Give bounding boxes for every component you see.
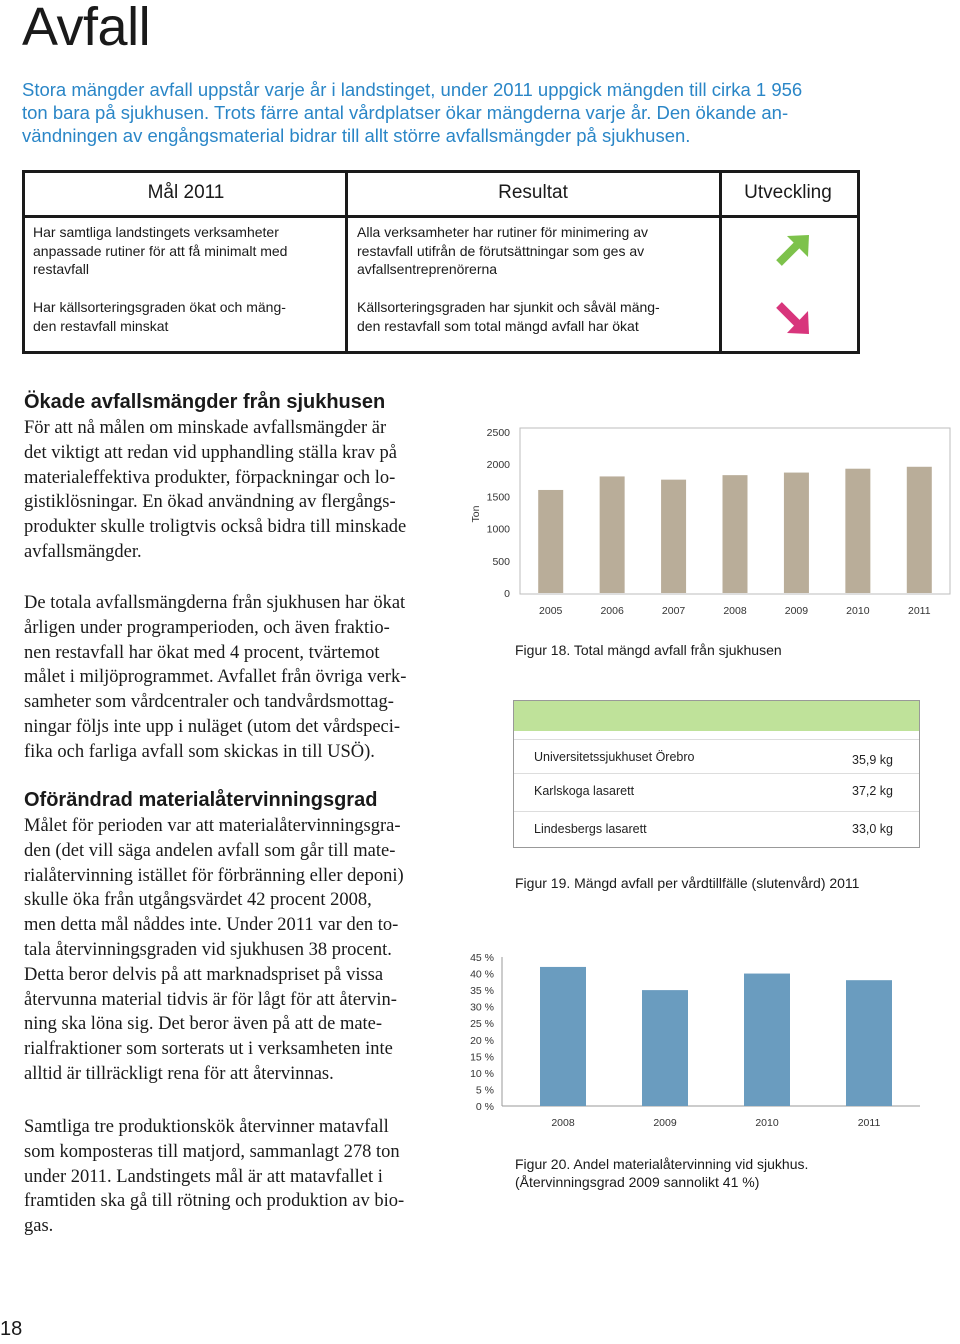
y-tick-label: 1000 [486, 523, 510, 536]
figure-20-caption [515, 1155, 808, 1191]
column-divider [345, 173, 348, 351]
waste-bar-chart [462, 418, 952, 623]
text-line: gas. [24, 1216, 54, 1237]
bar [538, 490, 563, 593]
header-divider [25, 215, 857, 218]
intro-line: Stora mängder avfall uppstår varje år i landstinget, under 2011 uppgick mängden till cirka 1 956 [22, 79, 803, 100]
text-line: den (det vill säga andelen avfall som går till mate- [24, 840, 396, 861]
bar [661, 480, 686, 593]
goal-line: Har samtliga landstingets verksamheter [33, 224, 279, 240]
paragraph [24, 416, 434, 565]
x-tick-label: 2006 [600, 605, 624, 617]
text-line: materialeffektiva produkter, förpackningar och lo- [24, 467, 396, 488]
y-tick-label: 0 % [475, 1101, 494, 1113]
paragraph [24, 814, 434, 1087]
y-tick-label: 10 % [470, 1067, 494, 1080]
y-tick-label: 0 [504, 588, 510, 600]
goal-cell-1 [33, 223, 338, 279]
x-tick-label: 2005 [539, 605, 563, 617]
text-line: målet i miljöprogrammet. Avfallet från övriga verk- [24, 667, 407, 688]
text-line: ning ska löna sig. Det beror även på att de mate- [24, 1014, 383, 1035]
arrow-down-right-icon [773, 301, 813, 337]
result-line: avfallsentreprenörerna [357, 261, 498, 277]
goals-table [22, 170, 860, 354]
waste-per-stay-table [513, 700, 920, 848]
table-row [514, 739, 919, 774]
text-line: framtiden ska gå till rötning och produktion av bio- [24, 1191, 405, 1212]
result-line: Alla verksamheter har rutiner för minimering av [357, 224, 648, 240]
paragraph [24, 591, 434, 765]
section-heading: Oförändrad materialåtervinningsgrad [24, 789, 378, 811]
text-line: men detta mål nåddes inte. Under 2011 var den to- [24, 915, 399, 936]
table-header-band [514, 701, 919, 731]
section-recycling-rate [24, 789, 434, 1087]
y-tick-label: 15 % [470, 1051, 494, 1064]
bar [845, 469, 870, 593]
hospital-value: 35,9 kg [852, 753, 894, 767]
intro-line: ton bara på sjukhusen. Trots färre antal vårdplatser ökar mängderna varje år. Den ökande an- [22, 102, 789, 123]
bar [600, 476, 625, 593]
text-line: ningar följs inte upp i nuläget (utom det vårdspeci- [24, 716, 401, 737]
header-result: Resultat [498, 182, 568, 203]
column-divider [719, 173, 722, 351]
y-tick-label: 20 % [470, 1034, 494, 1047]
y-axis-label: Ton [470, 505, 482, 523]
intro-text [22, 78, 882, 147]
intro-line: vändningen av engångsmaterial bidrar till allt större avfallsmängder på sjukhusen. [22, 125, 691, 146]
text-line: Målet för perioden var att materialåtervinningsgra- [24, 816, 401, 836]
text-line: nen restavfall har ökat med 4 procent, tvärtemot [24, 642, 380, 663]
text-line: alltid är tillräckligt rena för att återvinnas. [24, 1063, 334, 1084]
text-line: De totala avfallsmängderna från sjukhusen har ökat [24, 593, 406, 613]
x-tick-label: 2011 [857, 1117, 881, 1129]
y-tick-label: 2500 [486, 427, 510, 439]
header-goal: Mål 2011 [147, 182, 225, 203]
text-line: skulle öka från utgångsvärdet 42 procent 2008, [24, 890, 372, 911]
hospital-name: Lindesbergs lasarett [534, 822, 647, 836]
y-tick-label: 5 % [475, 1084, 494, 1097]
bar [642, 990, 688, 1106]
table-row [514, 773, 919, 808]
goal-cell-2 [33, 298, 338, 335]
bar [907, 467, 932, 593]
bar [784, 473, 809, 593]
page-title: Avfall [22, 0, 151, 57]
y-tick-label: 1500 [486, 491, 510, 504]
result-cell-1 [357, 223, 717, 279]
text-line: under 2011. Landstingets mål är att matavfallet i [24, 1166, 383, 1187]
y-tick-label: 40 % [470, 968, 494, 981]
hospital-name: Universitetssjukhuset Örebro [534, 750, 695, 764]
text-line: rialåtervinning istället för förbränning eller deponi) [24, 865, 404, 886]
bar [540, 967, 586, 1106]
x-tick-label: 2010 [755, 1117, 779, 1129]
bar [744, 974, 790, 1106]
page-number: 18 [0, 1318, 23, 1340]
section-waste-increase [24, 391, 434, 565]
x-tick-label: 2011 [907, 605, 931, 617]
text-line: samheter som vårdcentraler och tandvårdsmottag- [24, 692, 394, 713]
text-line: återvunna material tidvis är för lågt för att återvin- [24, 989, 397, 1010]
x-tick-label: 2010 [846, 605, 870, 617]
result-line: den restavfall som total mängd avfall har ökat [357, 317, 639, 334]
text-line: fika och farliga avfall som skickas in till USÖ). [24, 741, 375, 762]
text-line: årligen under programperioden, och även fraktio- [24, 617, 390, 638]
y-tick-label: 500 [492, 555, 510, 568]
paragraph [24, 1115, 434, 1239]
x-tick-label: 2008 [723, 605, 747, 617]
y-tick-label: 45 % [470, 952, 494, 964]
text-line: tala återvinningsgraden vid sjukhusen 38 procent. [24, 939, 392, 960]
text-line: rialfraktioner som sorterats ut i verksamheten inte [24, 1039, 393, 1060]
text-line: För att nå målen om minskade avfallsmängder är [24, 418, 387, 438]
text-line: avfallsmängder. [24, 541, 142, 562]
y-tick-label: 35 % [470, 985, 494, 998]
figure-18-caption: Figur 18. Total mängd avfall från sjukhusen [515, 642, 782, 658]
x-tick-label: 2007 [661, 605, 686, 617]
x-tick-label: 2008 [551, 1117, 575, 1129]
text-line: Samtliga tre produktionskök återvinner matavfall [24, 1117, 389, 1137]
y-tick-label: 2000 [486, 459, 510, 472]
goal-line: restavfall [33, 261, 90, 277]
hospital-value: 37,2 kg [852, 784, 894, 798]
result-line: restavfall utifrån de förutsättningar som ges av [357, 242, 645, 259]
bar [723, 475, 748, 593]
header-trend: Utveckling [744, 182, 832, 203]
result-line: Källsorteringsgraden har sjunkit och såväl mäng- [357, 299, 660, 315]
goal-line: anpassade rutiner för att få minimalt med [33, 242, 288, 259]
goal-line: Har källsorteringsgraden ökat och mäng- [33, 299, 286, 315]
text-line: som komposteras till matjord, sammanlagt 278 ton [24, 1141, 400, 1162]
y-tick-label: 30 % [470, 1001, 494, 1014]
section-heading: Ökade avfallsmängder från sjukhusen [24, 391, 386, 413]
x-tick-label: 2009 [784, 605, 809, 617]
caption-line: (Återvinningsgrad 2009 sannolikt 41 %) [515, 1174, 760, 1190]
text-line: det viktigt att redan vid upphandling ställa krav på [24, 442, 397, 463]
hospital-value: 33,0 kg [852, 822, 894, 836]
text-line: gistiklösningar. En ökad användning av flergångs- [24, 492, 396, 513]
table-row [514, 811, 919, 846]
text-line: produkter skulle troligtvis också bidra till minskade [24, 517, 407, 538]
hospital-name: Karlskoga lasarett [534, 784, 635, 798]
bar [846, 980, 892, 1106]
recycling-bar-chart [462, 945, 922, 1135]
y-tick-label: 25 % [470, 1018, 494, 1031]
arrow-up-right-icon [773, 231, 813, 267]
text-line: Detta beror delvis på att marknadspriset på vissa [24, 964, 384, 985]
x-tick-label: 2009 [653, 1117, 677, 1129]
goal-line: den restavfall minskat [33, 317, 169, 334]
caption-line: Figur 20. Andel materialåtervinning vid sjukhus. [515, 1156, 809, 1172]
figure-19-caption: Figur 19. Mängd avfall per vårdtillfälle (slutenvård) 2011 [515, 875, 860, 891]
result-cell-2 [357, 298, 717, 335]
